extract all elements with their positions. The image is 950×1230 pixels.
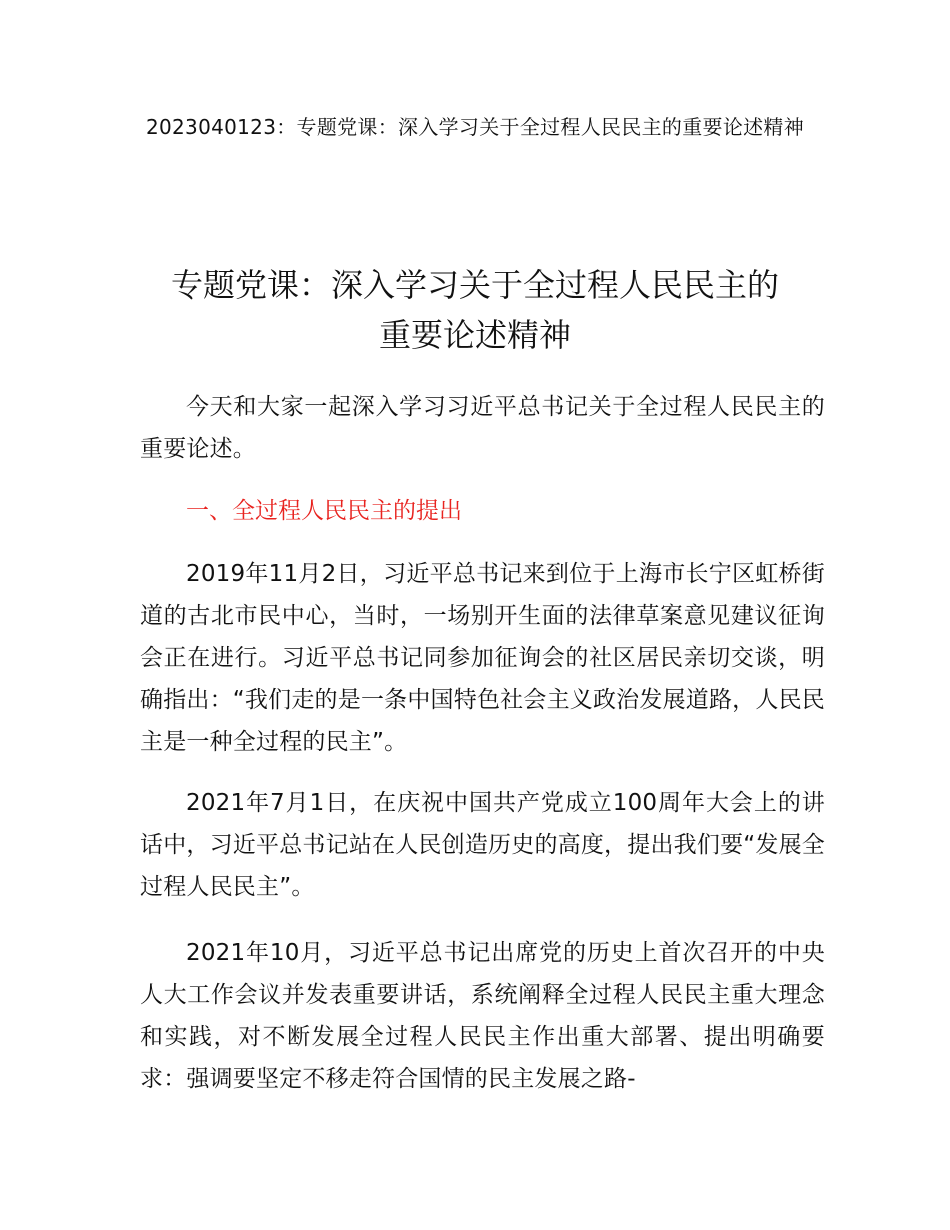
main-title-line-2: 重要论述精神 bbox=[378, 316, 571, 354]
header-title: 2023040123：专题党课：深入学习关于全过程人民民主的重要论述精神 bbox=[145, 115, 805, 139]
intro-paragraph: 今天和大家一起深入学习习近平总书记关于全过程人民民主的重要论述。 bbox=[140, 394, 825, 462]
paragraph-1: 2019年11月2日，习近平总书记来到位于上海市长宁区虹桥街道的古北市民中心，当时，一场别开生面的法律草案意见建议征询会正在进行。习近平总书记同参加征询会的社区居民亲切交谈，明确指出：“我们走的是一条中国特色社会主义政治发展道路，人民民主是一种全过程的民主”。 bbox=[140, 561, 825, 755]
main-title bbox=[100, 260, 850, 360]
section-heading: 一、全过程人民民主的提出 bbox=[186, 498, 462, 524]
paragraph-2: 2021年7月1日，在庆祝中国共产党成立100周年大会上的讲话中，习近平总书记站在人民创造历史的高度，提出我们要“发展全过程人民民主”。 bbox=[140, 790, 825, 900]
main-title-line-1: 专题党课：深入学习关于全过程人民民主的 bbox=[170, 266, 779, 304]
paragraph-3: 2021年10月，习近平总书记出席党的历史上首次召开的中央人大工作会议并发表重要讲话，系统阐释全过程人民民主重大理念和实践，对不断发展全过程人民民主作出重大部署、提出明确要求：强调要坚定不移走符合国情的民主发展之路- bbox=[140, 940, 825, 1092]
